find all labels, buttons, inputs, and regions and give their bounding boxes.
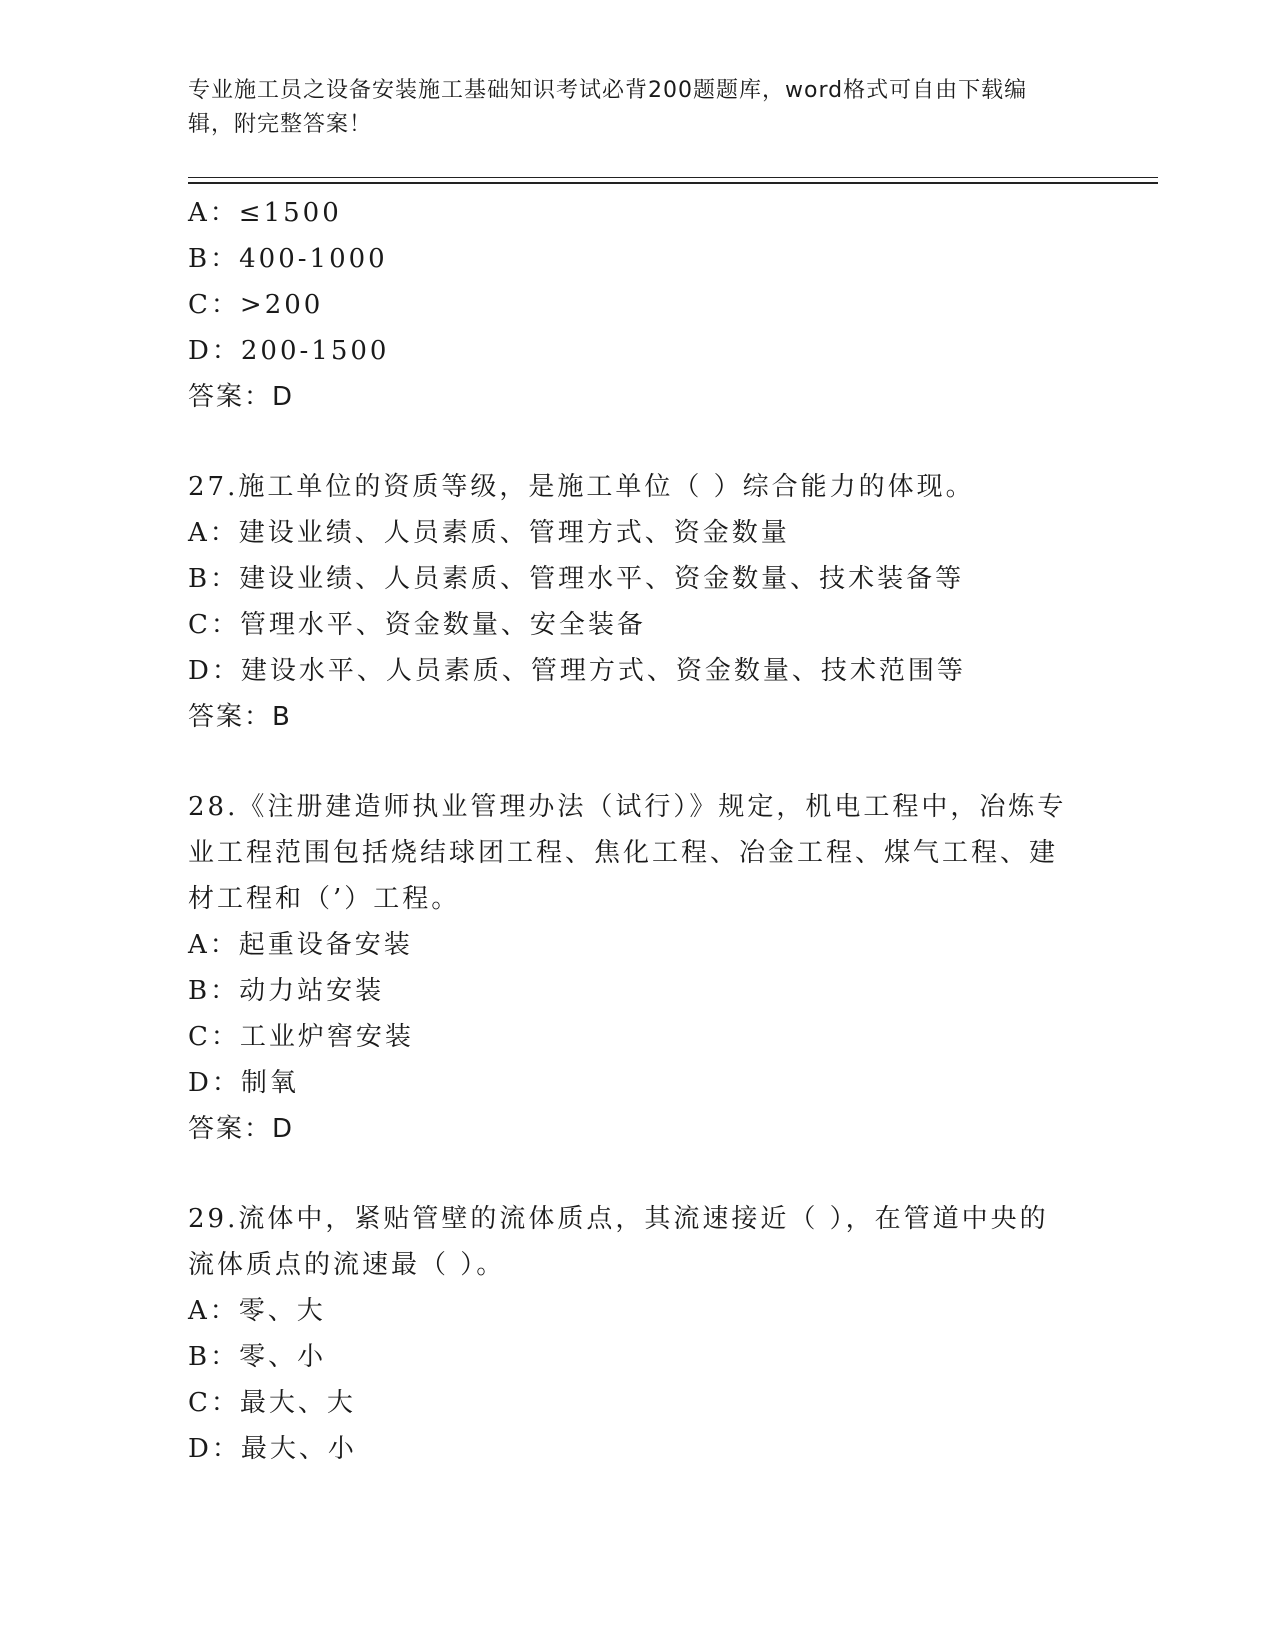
option-c: C：>200 <box>188 290 324 320</box>
option-b: B：零、小 <box>188 1342 327 1372</box>
question-29 <box>188 1196 1068 1472</box>
document-header <box>188 74 1068 142</box>
option-c: C：工业炉窖安装 <box>188 1022 414 1052</box>
question-list <box>188 190 1068 1472</box>
option-a: A：建设业绩、人员素质、管理方式、资金数量 <box>188 518 790 548</box>
option-a: A：≤1500 <box>188 198 342 228</box>
option-b: B：400-1000 <box>188 244 388 274</box>
option-d: D：制氧 <box>188 1068 299 1098</box>
header-title: 专业施工员之设备安装施工基础知识考试必背200题题库，word格式可自由下载编辑，附完整答案！ <box>188 78 1028 137</box>
answer-line: 答案：D <box>188 1114 295 1144</box>
question-stem-line: 28.《注册建造师执业管理办法（试行）》规定，机电工程中，冶炼专 <box>188 792 1067 822</box>
question-28 <box>188 784 1068 1152</box>
answer-line: 答案：D <box>188 382 295 412</box>
question-stem: 27.施工单位的资质等级，是施工单位（ ）综合能力的体现。 <box>188 472 975 502</box>
question-stem-line: 材工程和（’）工程。 <box>188 884 461 914</box>
header-divider-thick <box>188 182 1158 184</box>
question-stem-line: 业工程范围包括烧结球团工程、焦化工程、冶金工程、煤气工程、建 <box>188 838 1059 868</box>
question-stem-line: 29.流体中，紧贴管壁的流体质点，其流速接近（ ），在管道中央的 <box>188 1204 1049 1234</box>
option-d: D：最大、小 <box>188 1434 357 1464</box>
spacer <box>188 740 1068 784</box>
spacer <box>188 420 1068 464</box>
question-26 <box>188 190 1068 420</box>
question-stem-line: 流体质点的流速最（ ）。 <box>188 1250 506 1280</box>
option-a: A：起重设备安装 <box>188 930 413 960</box>
option-c: C：最大、大 <box>188 1388 356 1418</box>
option-b: B：建设业绩、人员素质、管理水平、资金数量、技术装备等 <box>188 564 965 594</box>
spacer <box>188 1152 1068 1196</box>
question-27 <box>188 464 1068 740</box>
option-c: C：管理水平、资金数量、安全装备 <box>188 610 646 640</box>
option-d: D：200-1500 <box>188 336 390 366</box>
option-b: B：动力站安装 <box>188 976 385 1006</box>
header-divider-thin <box>188 177 1158 178</box>
option-d: D：建设水平、人员素质、管理方式、资金数量、技术范围等 <box>188 656 966 686</box>
option-a: A：零、大 <box>188 1296 326 1326</box>
answer-line: 答案：B <box>188 702 292 732</box>
